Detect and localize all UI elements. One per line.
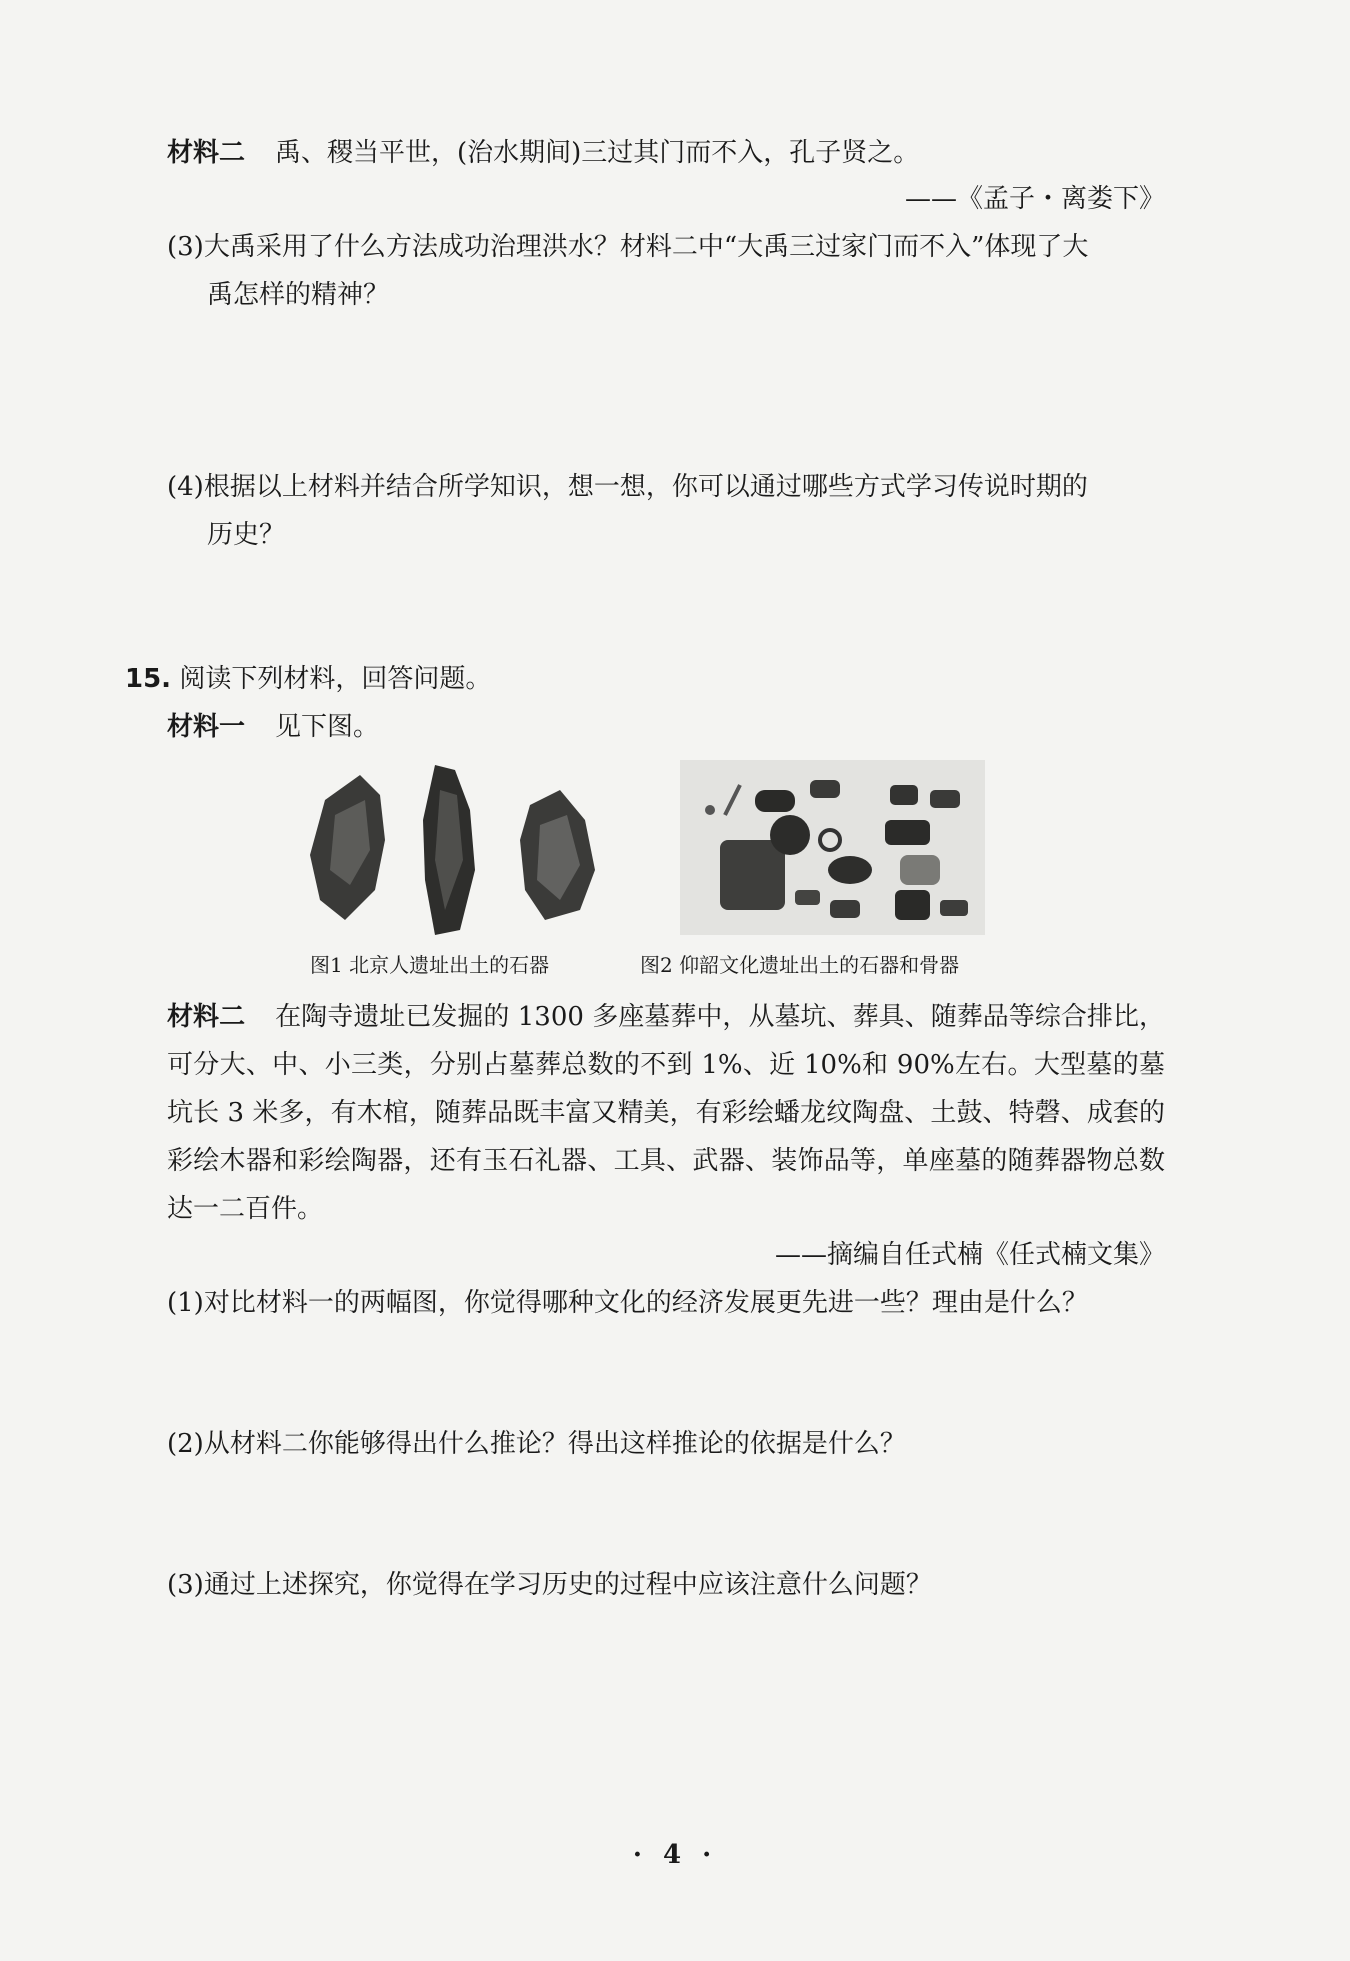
- question-15-1: (1)对比材料一的两幅图，你觉得哪种文化的经济发展更先进一些？理由是什么？: [167, 1288, 1088, 1318]
- question-15-number: 15.: [125, 664, 172, 694]
- material2-text-1: 在陶寺遗址已发掘的 1300 多座墓葬中，从墓坑、葬具、随葬品等综合排比，: [275, 1002, 1165, 1032]
- question-3-top-line1: (3)大禹采用了什么方法成功治理洪水？材料二中“大禹三过家门而不入”体现了大: [167, 232, 1089, 262]
- material1-label: 材料一: [167, 712, 246, 742]
- question-4-top-line1: (4)根据以上材料并结合所学知识，想一想，你可以通过哪些方式学习传说时期的: [167, 472, 1088, 502]
- question-4-top-line2: 历史？: [207, 520, 286, 550]
- figure-1-caption: 图1 北京人遗址出土的石器: [310, 953, 550, 977]
- material2-line-3: 坑长 3 米多，有木棺，随葬品既丰富又精美，有彩绘蟠龙纹陶盘、土鼓、特磬、成套的: [167, 1098, 1165, 1128]
- material2-line-4: 彩绘木器和彩绘陶器，还有玉石礼器、工具、武器、装饰品等，单座墓的随葬器物总数: [167, 1146, 1165, 1176]
- artifact-ring: [770, 815, 810, 855]
- material2-top-text: 禹、稷当平世，(治水期间)三过其门而不入，孔子贤之。: [275, 138, 920, 168]
- figure-1-stone-tools: [305, 760, 605, 940]
- question-15-intro: [125, 662, 1125, 696]
- page-number: · 4 ·: [632, 1840, 718, 1870]
- material2-top: [167, 136, 1167, 170]
- question-3-top-line2: 禹怎样的精神？: [207, 280, 390, 310]
- question-15-3: (3)通过上述探究，你觉得在学习历史的过程中应该注意什么问题？: [167, 1570, 932, 1600]
- figure-2-stone-bone-tools: [680, 760, 985, 935]
- material2-line-5: 达一二百件。: [167, 1194, 324, 1224]
- figure-2-caption: 图2 仰韶文化遗址出土的石器和骨器: [640, 953, 960, 977]
- material2-source: ——摘编自任式楠《任式楠文集》: [774, 1240, 1165, 1270]
- material1: [167, 710, 1167, 744]
- material2-label: 材料二: [167, 1002, 246, 1032]
- material1-text: 见下图。: [275, 712, 380, 742]
- material2-top-source: ——《孟子・离娄下》: [904, 184, 1165, 214]
- artifact-stone-block: [720, 840, 785, 910]
- material2-line-1: [167, 1000, 1165, 1034]
- material2-line-2: 可分大、中、小三类，分别占墓葬总数的不到 1%、近 10%和 90%左右。大型墓的墓: [167, 1050, 1165, 1080]
- material2-top-label: 材料二: [167, 138, 246, 168]
- question-15-text: 阅读下列材料，回答问题。: [179, 664, 492, 694]
- question-15-2: (2)从材料二你能够得出什么推论？得出这样推论的依据是什么？: [167, 1429, 906, 1459]
